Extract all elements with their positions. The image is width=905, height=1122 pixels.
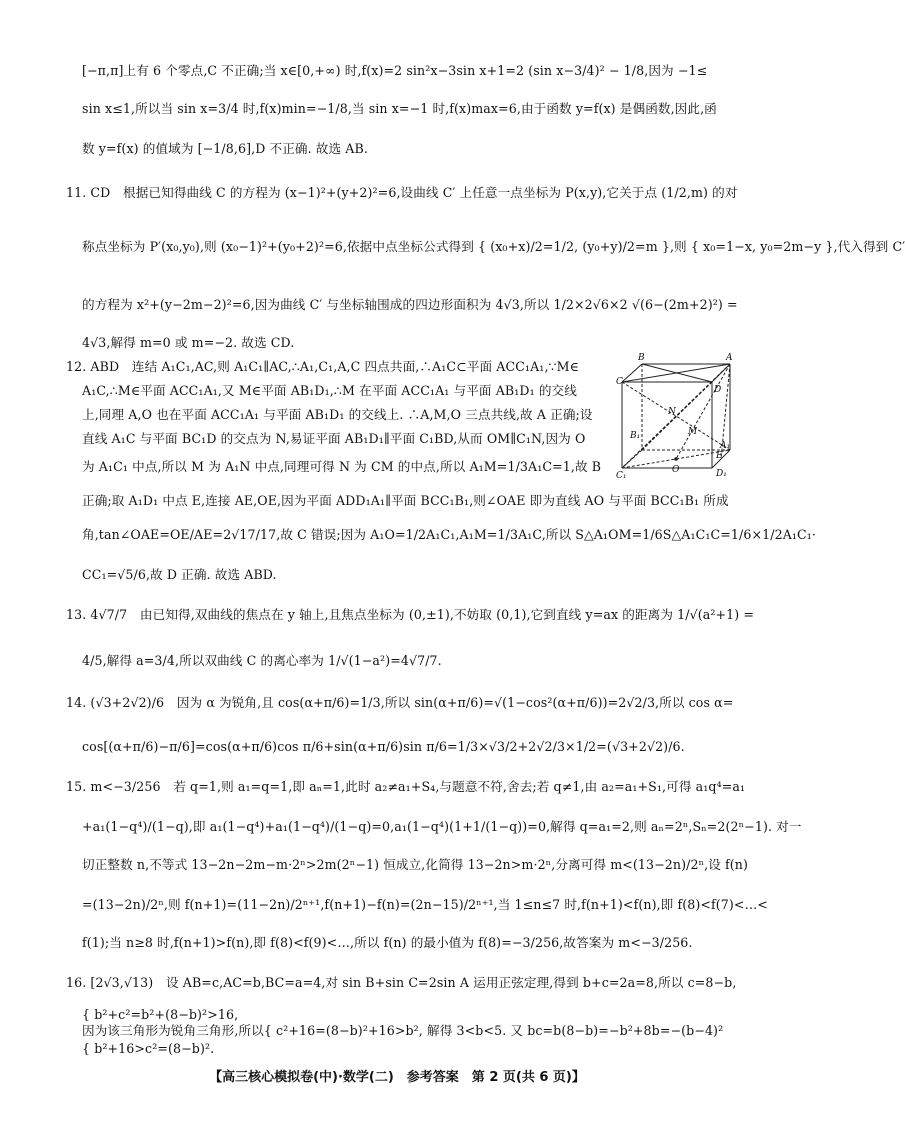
label-D1: D₁ — [716, 469, 727, 479]
label-A: A — [726, 353, 733, 363]
text-line: sin x≤1,所以当 sin x=3/4 时,f(x)min=−1/8,当 sin x=−1 时,f(x)max=6,由于函数 y=f(x) 是偶函数,因此,函 — [82, 101, 717, 116]
text-line: { b²+16>c²=(8−b)². — [82, 1041, 215, 1056]
text-line: 13. 4√7/7 由已知得,双曲线的焦点在 y 轴上,且焦点坐标为 (0,±1),不妨取 (0,1),它到直线 y=ax 的距离为 1/√(a²+1) = — [66, 607, 755, 622]
text-line: 切正整数 n,不等式 13−2n−2m−m·2ⁿ>2m(2ⁿ−1) 恒成立,化简得 13−2n>m·2ⁿ,分离可得 m<(13−2n)/2ⁿ,设 f(n) — [82, 857, 749, 872]
cube-figure — [616, 352, 734, 482]
label-B1: B₁ — [630, 431, 641, 441]
label-O: O — [672, 465, 680, 475]
text-line: +a₁(1−q⁴)/(1−q),即 a₁(1−q⁴)+a₁(1−q⁴)/(1−q)=0,a₁(1−q⁴)(1+1/(1−q))=0,解得 q=a₁=2,则 aₙ=2ⁿ,Sₙ=2(2ⁿ−1). 对一 — [82, 819, 802, 834]
label-D: D — [714, 385, 722, 395]
text-line: 14. (√3+2√2)/6 因为 α 为锐角,且 cos(α+π/6)=1/3,所以 sin(α+π/6)=√(1−cos²(α+π/6))=2√2/3,所以 cos α= — [66, 695, 734, 710]
text-line: A₁C,∴M∈平面 ACC₁A₁,又 M∈平面 AB₁D₁,∴M 在平面 ACC₁A₁ 与平面 AB₁D₁ 的交线 — [82, 383, 577, 398]
label-M: M — [688, 427, 698, 437]
text-line: =(13−2n)/2ⁿ,则 f(n+1)=(11−2n)/2ⁿ⁺¹,f(n+1)−f(n)=(2n−15)/2ⁿ⁺¹,当 1≤n≤7 时,f(n+1)<f(n),即 f(8)<f(7)<…< — [82, 897, 768, 912]
label-N: N — [668, 407, 676, 417]
text-line: [−π,π]上有 6 个零点,C 不正确;当 x∈[0,+∞) 时,f(x)=2 sin²x−3sin x+1=2 (sin x−3/4)² − 1/8,因为 −1≤ — [82, 63, 708, 78]
text-line: cos[(α+π/6)−π/6]=cos(α+π/6)cos π/6+sin(α+π/6)sin π/6=1/3×√3/2+2√2/3×1/2=(√3+2√2)/6. — [82, 739, 685, 754]
text-line: 4/5,解得 a=3/4,所以双曲线 C 的离心率为 1/√(1−a²)=4√7/7. — [82, 653, 442, 668]
label-C: C — [616, 377, 623, 387]
text-line: 16. [2√3,√13) 设 AB=c,AC=b,BC=a=4,对 sin B+sin C=2sin A 运用正弦定理,得到 b+c=2a=8,所以 c=8−b, — [66, 975, 737, 990]
text-line: f(1);当 n≥8 时,f(n+1)>f(n),即 f(8)<f(9)<…,所以 f(n) 的最小值为 f(8)=−3/256,故答案为 m<−3/256. — [82, 935, 693, 950]
text-line: { b²+c²=b²+(8−b)²>16, — [82, 1007, 239, 1022]
text-line: 直线 A₁C 与平面 BC₁D 的交点为 N,易证平面 AB₁D₁∥平面 C₁BD,从而 OM∥C₁N,因为 O — [82, 431, 586, 446]
label-C1: C₁ — [616, 471, 627, 481]
text-line: 15. m<−3/256 若 q=1,则 a₁=q=1,即 aₙ=1,此时 a₂≠a₁+S₄,与题意不符,舍去;若 q≠1,由 a₂=a₁+S₁,可得 a₁q⁴=a₁ — [66, 779, 746, 794]
text-line: 上,同理 A,O 也在平面 ACC₁A₁ 与平面 AB₁D₁ 的交线上. ∴A,M,O 三点共线,故 A 正确;设 — [82, 407, 593, 422]
text-line: 12. ABD 连结 A₁C₁,AC,则 A₁C₁∥AC,∴A₁,C₁,A,C 四点共面,∴A₁C⊂平面 ACC₁A₁,∵M∈ — [66, 359, 580, 374]
text-line: 11. CD 根据已知得曲线 C 的方程为 (x−1)²+(y+2)²=6,设曲线 C′ 上任意一点坐标为 P(x,y),它关于点 (1/2,m) 的对 — [66, 185, 738, 200]
text-line: CC₁=√5/6,故 D 正确. 故选 ABD. — [82, 567, 277, 582]
text-line: 的方程为 x²+(y−2m−2)²=6,因为曲线 C′ 与坐标轴围成的四边形面积为 4√3,所以 1/2×2√6×2 √(6−(2m+2)²) = — [82, 297, 738, 312]
label-A1: A₁ — [720, 441, 731, 451]
text-line: 4√3,解得 m=0 或 m=−2. 故选 CD. — [82, 335, 295, 350]
text-line: 为 A₁C₁ 中点,所以 M 为 A₁N 中点,同理可得 N 为 CM 的中点,所以 A₁M=1/3A₁C=1,故 B — [82, 459, 602, 474]
page-footer: 【高三核心模拟卷(中)·数学(二) 参考答案 第 2 页(共 6 页)】 — [209, 1070, 585, 1085]
text-line: 数 y=f(x) 的值域为 [−1/8,6],D 不正确. 故选 AB. — [82, 141, 368, 156]
text-line: 正确;取 A₁D₁ 中点 E,连接 AE,OE,因为平面 ADD₁A₁∥平面 BCC₁B₁,则∠OAE 即为直线 AO 与平面 BCC₁B₁ 所成 — [82, 493, 729, 508]
label-E: E — [716, 451, 723, 461]
text-line: 角,tan∠OAE=OE/AE=2√17/17,故 C 错误;因为 A₁O=1/2A₁C₁,A₁M=1/3A₁C,所以 S△A₁OM=1/6S△A₁C₁C=1/6×1/2A₁C₁· — [82, 527, 817, 542]
label-B: B — [638, 353, 645, 363]
text-line: 因为该三角形为锐角三角形,所以{ c²+16=(8−b)²+16>b², 解得 3<b<5. 又 bc=b(8−b)=−b²+8b=−(b−4)² — [82, 1023, 724, 1038]
text-line: 称点坐标为 P′(x₀,y₀),则 (x₀−1)²+(y₀+2)²=6,依据中点坐标公式得到 { (x₀+x)/2=1/2, (y₀+y)/2=m },则 { x₀=1−x, y₀=2m−y },代入得到 C′ — [82, 239, 905, 254]
